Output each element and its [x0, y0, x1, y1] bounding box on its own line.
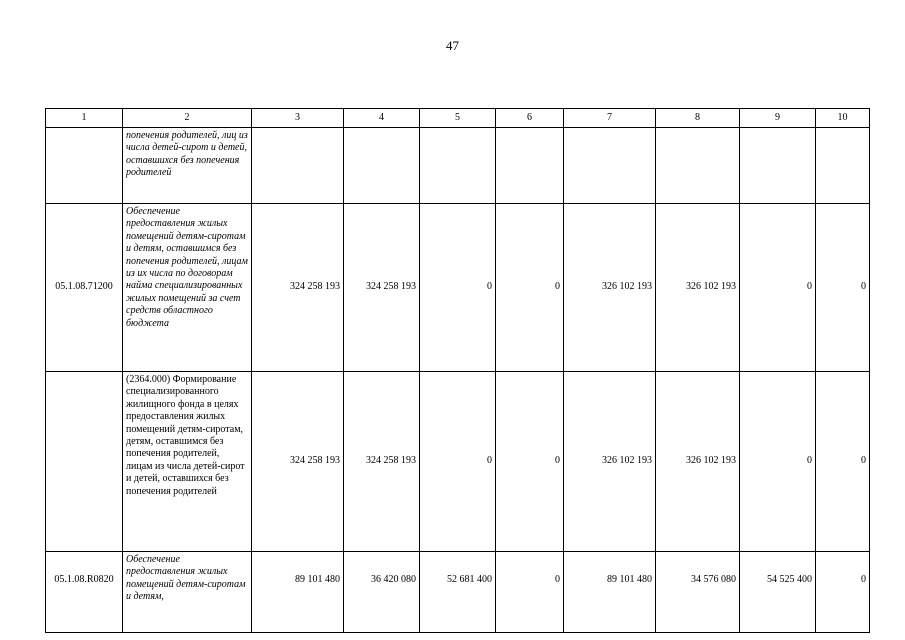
- column-header: 8: [656, 109, 740, 128]
- row-code: 05.1.08.71200: [46, 204, 123, 372]
- column-header: 4: [344, 109, 420, 128]
- table-row: [46, 552, 870, 633]
- row-value: 326 102 193: [564, 204, 656, 372]
- column-header: 3: [252, 109, 344, 128]
- row-code: [46, 372, 123, 552]
- row-value: 0: [496, 204, 564, 372]
- row-value: [816, 128, 870, 204]
- row-value: [420, 128, 496, 204]
- row-value: [740, 128, 816, 204]
- page-number: 47: [446, 38, 459, 53]
- row-value: 326 102 193: [656, 204, 740, 372]
- column-header: 2: [123, 109, 252, 128]
- row-value: 0: [740, 372, 816, 552]
- row-name: Обеспечение предоставления жилых помещений детям-сиротам и детям, оставшимся без попечения родителей, лицам из их числа по договорам найма специализированных жилых помещений за счет средств областного бюджета: [123, 204, 252, 372]
- row-code: 05.1.08.R0820: [46, 552, 123, 633]
- row-code: [46, 128, 123, 204]
- column-header: 9: [740, 109, 816, 128]
- row-value: [656, 128, 740, 204]
- row-value: 34 576 080: [656, 552, 740, 633]
- row-value: 0: [420, 204, 496, 372]
- row-name: (2364.000) Формирование специализированного жилищного фонда в целях предоставления жилых помещений детям-сиротам, детям, оставшимся без попечения родителей, лицам из числа детей-сирот и детей, оставшихся без попечения родителей: [123, 372, 252, 552]
- row-value: 36 420 080: [344, 552, 420, 633]
- row-value: [564, 128, 656, 204]
- row-value: 0: [816, 372, 870, 552]
- table-header-row: [46, 109, 870, 128]
- row-value: 89 101 480: [564, 552, 656, 633]
- row-name: попечения родителей, лиц из числа детей-сирот и детей, оставшихся без попечения родителей: [123, 128, 252, 204]
- row-value: 0: [740, 204, 816, 372]
- row-value: [252, 128, 344, 204]
- row-value: 0: [496, 552, 564, 633]
- row-value: 0: [816, 552, 870, 633]
- row-value: 324 258 193: [344, 204, 420, 372]
- column-header: 1: [46, 109, 123, 128]
- row-value: 0: [496, 372, 564, 552]
- row-value: 0: [420, 372, 496, 552]
- row-value: 324 258 193: [252, 372, 344, 552]
- row-value: 324 258 193: [344, 372, 420, 552]
- row-value: 326 102 193: [564, 372, 656, 552]
- table-row: [46, 204, 870, 372]
- row-value: [344, 128, 420, 204]
- table-row: [46, 372, 870, 552]
- budget-table: [45, 108, 870, 633]
- column-header: 10: [816, 109, 870, 128]
- row-value: 89 101 480: [252, 552, 344, 633]
- row-name: Обеспечение предоставления жилых помещений детям-сиротам и детям,: [123, 552, 252, 633]
- column-header: 5: [420, 109, 496, 128]
- row-value: 0: [816, 204, 870, 372]
- row-value: 326 102 193: [656, 372, 740, 552]
- row-value: 52 681 400: [420, 552, 496, 633]
- table-row: [46, 128, 870, 204]
- row-value: [496, 128, 564, 204]
- row-value: 54 525 400: [740, 552, 816, 633]
- row-value: 324 258 193: [252, 204, 344, 372]
- column-header: 7: [564, 109, 656, 128]
- column-header: 6: [496, 109, 564, 128]
